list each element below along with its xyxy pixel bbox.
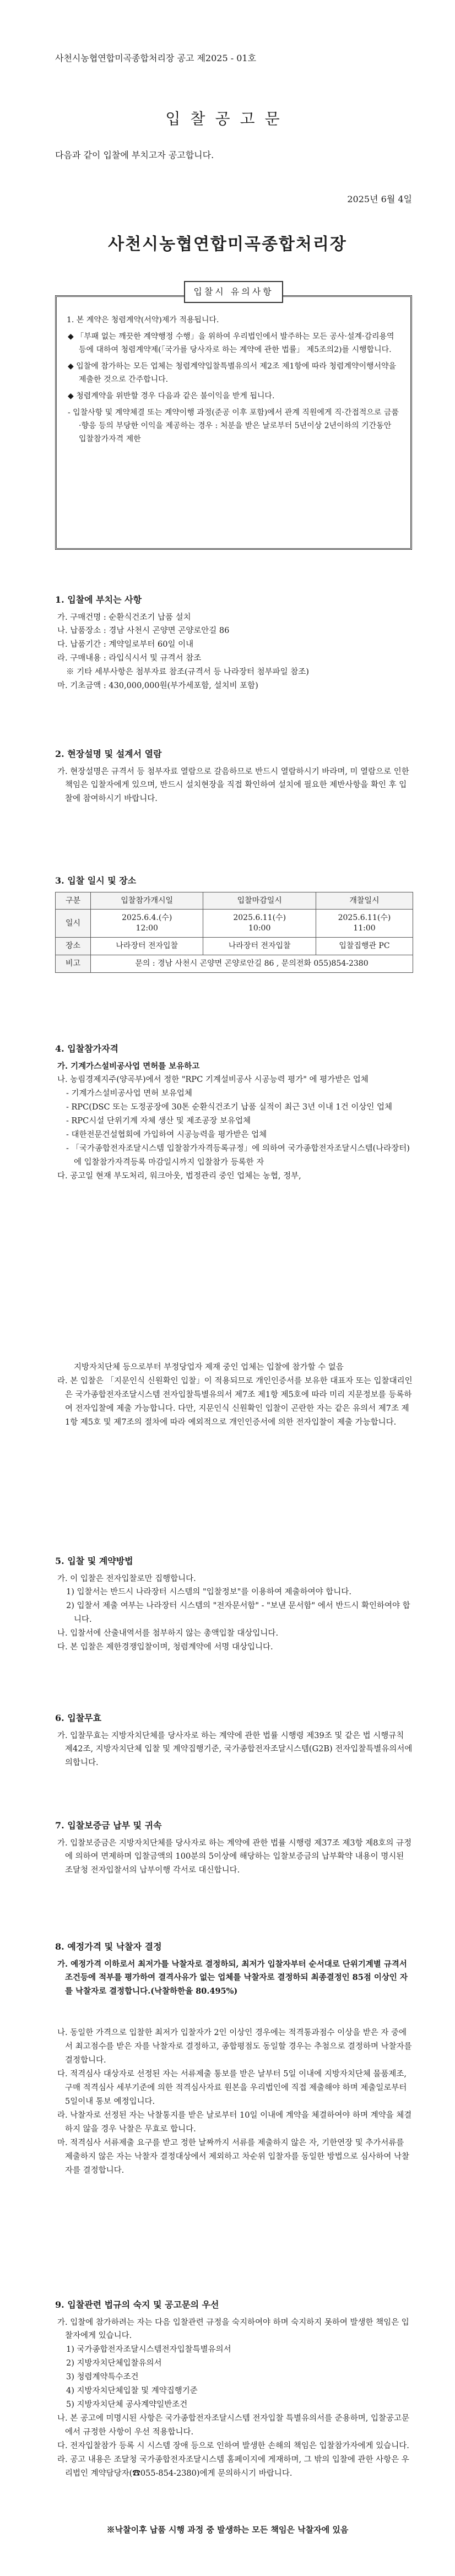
section-heading: 7. 입찰보증금 납부 및 귀속 <box>55 1820 162 1831</box>
table-row-label: 비고 <box>56 955 91 973</box>
issuer-name: 사천시농협연합미곡종합처리장 <box>108 235 347 254</box>
section-line: 5) 지방자치단체 공사계약일반조건 <box>66 2400 188 2410</box>
schedule-table <box>55 892 413 973</box>
section-3 <box>55 873 413 973</box>
section-line: 라. 공고 내용은 조달청 국가종합전자조달시스템 홈페이지에 게재하며, 그 밖의 입찰에 관한 사항은 우리법인 계약담당자(☎055-854-2380)에게 문의하시기 바랍니다. <box>57 2455 409 2478</box>
section-heading: 6. 입찰무효 <box>55 1713 102 1723</box>
table-cell: 2025.6.4.(수) 12:00 <box>91 910 203 938</box>
table-cell: 나라장터 전자입찰 <box>91 938 203 955</box>
section-8 <box>55 1939 413 2178</box>
table-row <box>56 955 413 973</box>
section-line: 가. 입찰에 참가하려는 자는 다음 입찰관련 규정을 숙지하여야 하며 숙지하지 못하여 발생한 책임은 입찰자에게 있습니다. <box>57 2318 409 2341</box>
table-cell: 입찰집행관 PC <box>316 938 413 955</box>
table-row-label: 일시 <box>56 910 91 938</box>
announcement-date: 2025년 6월 4일 <box>347 194 412 204</box>
table-cell: 나라장터 전자입찰 <box>203 938 316 955</box>
section-line: ※ 기타 세부사항은 첨부자료 참조(규격서 등 나라장터 첨부파일 참조) <box>66 668 309 677</box>
section-line: - 기계가스설비공사업 면허 보유업체 <box>66 1089 192 1098</box>
section-line: 나. 동일한 가격으로 입찰한 최저가 입찰자가 2인 이상인 경우에는 적격통과점수 이상을 받은 자 중에서 최고점수를 받은 자를 낙찰자로 결정하고, 종합평점도 동일할 경우는 추첨으로 결정하며 낙찰자를 결정합니다. <box>57 2028 412 2065</box>
section-line: 가. 입찰무효는 지방자치단체를 당사자로 하는 계약에 관한 법률 시행령 제39조 및 같은 법 시행규칙 제42조, 지방자치단체 입찰 및 계약집행기준, 국가종합전자조달시스템(G2B) 전자입찰특별유의서에 의합니다. <box>57 1731 413 1768</box>
notice-item: ◆ 청렴계약을 위반할 경우 다음과 같은 불이익을 받게 됩니다. <box>68 391 275 401</box>
notice-title: 입찰시 유의사항 <box>184 281 283 303</box>
section-2 <box>55 746 413 806</box>
table-header: 입찰마감일시 <box>203 892 316 910</box>
section-line: 다. 공고일 현재 부도처리, 워크아웃, 법정관리 중인 업체는 농협, 정부, <box>57 1172 301 1181</box>
section-heading: 2. 현장설명 및 설계서 열람 <box>55 749 162 759</box>
table-row <box>56 938 413 955</box>
section-4 <box>55 1041 413 1183</box>
section-line: 가. 현장설명은 규격서 등 첨부자료 열람으로 갈음하므로 반드시 열람하시기 바라며, 미 열람으로 인한 책임은 입찰자에게 있으며, 반드시 설치현장을 직접 확인하여 설치에 필요한 제반사항을 확인 후 입찰에 참여하시기 바랍니다. <box>57 767 409 804</box>
section-line: 다. 납품기간 : 계약일로부터 60일 이내 <box>57 640 194 650</box>
table-row <box>56 910 413 938</box>
section-9 <box>55 2297 413 2481</box>
section-line: 가. 이 입찰은 전자입찰로만 집행합니다. <box>57 1574 196 1583</box>
section-line: 다. 본 입찰은 제한경쟁입찰이며, 청렴계약에 서명 대상입니다. <box>57 1643 273 1652</box>
notice-item: ◆ 입찰에 참가하는 모든 업체는 청렴계약입찰특별유의서 제2조 제1항에 따라 청렴계약이행서약을 제출한 것으로 간주합니다. <box>68 361 397 384</box>
section-line: 마. 기초금액 : 430,000,000원(부가세포함, 설치비 포함) <box>57 681 258 691</box>
section-line: 3) 청렴계약특수조건 <box>66 2373 139 2382</box>
section-heading: 5. 입찰 및 계약방법 <box>55 1556 133 1566</box>
table-header: 입찰참가개시일 <box>91 892 203 910</box>
section-5 <box>55 1554 413 1654</box>
section-line: - RPC(DSC 또는 도정공장에 30톤 순환식건조기 납품 실적이 최근 3년 이내 1건 이상인 업체 <box>66 1103 393 1112</box>
section-heading: 9. 입찰관련 법규의 숙지 및 공고문의 우선 <box>55 2299 219 2310</box>
table-cell: 2025.6.11(수) 10:00 <box>203 910 316 938</box>
section-line: 2) 입찰서 제출 여부는 나라장터 시스템의 "전자문서함" - "보낸 문서함" 에서 반드시 확인하여야 합니다. <box>66 1601 410 1625</box>
intro-text: 다음과 같이 입찰에 부치고자 공고합니다. <box>55 150 214 160</box>
section-line: 가. 예정가격 이하로서 최저가를 낙찰자로 결정하되, 최저가 입찰자부터 순서대로 단위기계별 규격서 조건등에 적부를 평가하여 결격사유가 없는 업체를 낙찰자로 결정하되 최종결정인 85점 이상인 자를 낙찰자로 결정합니다.(낙찰하한율 80.495%) <box>57 1959 408 1996</box>
table-header-row <box>56 892 413 910</box>
section-line: 라. 구매내용 : 라입식시서 및 규격서 참조 <box>57 654 202 663</box>
section-line: 4) 지방자치단체입찰 및 계약집행기준 <box>66 2386 198 2396</box>
section-line: 라. 본 입찰은 「지문인식 신원확인 입찰」이 적용되므로 개인인증서를 보유한 대표자 또는 입찰대리인은 국가종합전자조달시스템 전자입찰특별유의서 제7조 제1항 제5호에 따라 미리 지문정보를 등록하여 전자입찰에 제출 가능합니다. 다만, 지문인식 신원확인 입찰이 곤란한 자는 같은 유의서 제7조 제1항 제5호 및 제7조의 절차에 따라 예외적으로 개인인증서에 의한 전자입찰이 제출 가능합니다. <box>57 1376 413 1427</box>
section-heading: 1. 입찰에 부치는 사항 <box>55 594 142 605</box>
table-header: 개찰일시 <box>316 892 413 910</box>
section-1 <box>55 592 413 693</box>
section-heading: 8. 예정가격 및 낙찰자 결정 <box>55 1941 162 1952</box>
section-line: 다. 적격심사 대상자로 선정된 자는 서류제출 통보를 받은 날부터 5일 이내에 지방자치단체 물품제조, 구매 적격심사 세부기준에 의한 적격심사자료 원본을 우리법인에 직접 제출해야 하며 제출일로부터 5일이내 통보 예정입니다. <box>57 2070 407 2107</box>
section-line: - 「국가종합전자조달시스템 입찰참가자격등록규정」에 의하여 국가종합전자조달시스템(나라장터)에 입찰참가자격등록 마감일시까지 입찰참가 등록한 자 <box>66 1144 410 1167</box>
section-6 <box>55 1711 413 1770</box>
section-line: 가. 입찰보증금은 지방자치단체를 당사자로 하는 계약에 관한 법률 시행령 제37조 제3항 제8호의 규정에 의하여 면제하며 입찰금액의 100분의 5이상에 해당하는 입찰보증금의 납부확약 내용이 명시된 조달청 전자입찰서의 납부이행 각서로 대신합니다. <box>57 1838 412 1875</box>
footer-note: ※낙찰이후 납품 시행 과정 중 발생하는 모든 책임은 낙찰자에 있음 <box>106 2525 349 2535</box>
section-line: - 대한전문건설협회에 가입하여 시공능력을 평가받은 업체 <box>66 1130 267 1140</box>
section-line: 나. 본 공고에 미명시된 사항은 국가종합전자조달시스템 전자입찰 특별유의서를 준용하며, 입찰공고문에서 규정한 사항이 우선 적용합니다. <box>57 2414 409 2437</box>
table-cell: 문의 : 경남 사천시 곤양면 곤양로안길 86 , 문의전화 055)854-2380 <box>91 955 413 973</box>
section-line: 마. 적격심사 서류제출 요구를 받고 정한 날짜까지 서류를 제출하지 않은 자, 기한연장 및 추가서류를 제출하지 않은 자는 낙찰자 결정대상에서 제외하고 차순위 입찰자를 동일한 방법으로 심사하여 낙찰자를 결정합니다. <box>57 2138 409 2175</box>
section-line: 지방자치단체 등으로부터 부정당업자 제재 중인 업체는 입찰에 참가할 수 없음 <box>74 1363 344 1372</box>
document-number: 사천시농협연합미곡종합처리장 공고 제2025 - 01호 <box>55 53 257 63</box>
section-line: 나. 납품장소 : 경남 사천시 곤양면 곤양로안길 86 <box>57 626 230 636</box>
section-line: 1) 국가종합전자조달시스템전자입찰특별유의서 <box>66 2345 231 2355</box>
notice-section <box>55 281 412 550</box>
notice-item: ◆ 「부패 없는 깨끗한 계약행정 수행」을 위하여 우리법인에서 발주하는 모든 공사·설계·감리용역 등에 대하여 청렴계약제(「국가를 당사자로 하는 계약에 관한 법률」 제5조의2)를 시행합니다. <box>68 332 394 354</box>
section-heading: 3. 입찰 일시 및 장소 <box>55 875 137 886</box>
notice-item: - 입찰사항 및 계약체결 또는 계약이행 과정(준공 이후 포함)에서 관계 직원에게 직·간접적으로 금품·향응 등의 부당한 이익을 제공하는 경우 : 처분을 받은 날로부터 5년이상 2년이하의 기간동안 입찰참가자격 제한 <box>68 408 399 444</box>
section-line: 나. 입찰서에 산출내역서를 첨부하지 않는 총액입찰 대상입니다. <box>57 1629 279 1638</box>
section-line: 2) 지방자치단체입찰유의서 <box>66 2359 162 2368</box>
notice-box <box>55 295 412 550</box>
section-line: 라. 낙찰자로 선정된 자는 낙찰통지를 받은 날로부터 10일 이내에 계약을 체결하여야 하며 계약을 체결하지 않을 경우 낙찰은 무효로 합니다. <box>57 2110 412 2134</box>
section-heading: 4. 입찰참가자격 <box>55 1043 119 1054</box>
section-line: - RPC시설 단위기계 자체 생산 및 제조공장 보유업체 <box>66 1117 251 1126</box>
page-title: 입찰공고문 <box>165 110 290 128</box>
notice-item: 1. 본 계약은 청렴계약(서약)제가 적용됩니다. <box>67 315 219 324</box>
section-7 <box>55 1818 413 1877</box>
table-header: 구분 <box>56 892 91 910</box>
table-row-label: 장소 <box>56 938 91 955</box>
section-line: 다. 전자입찰참가 등록 시 시스템 장애 등으로 인하여 발생한 손해의 책임은 입찰참가자에게 있습니다. <box>57 2441 409 2450</box>
table-cell: 2025.6.11(수) 11:00 <box>316 910 413 938</box>
section-4-continued <box>55 1361 413 1430</box>
section-line: 가. 구매건명 : 순환식건조기 납품 설치 <box>57 613 191 622</box>
section-line: 가. 기계가스설비공사업 면허를 보유하고 <box>57 1061 200 1071</box>
section-line: 1) 입찰서는 반드시 나라장터 시스템의 "입찰정보"를 이용하여 제출하여야 합니다. <box>66 1588 351 1597</box>
section-line: 나. 농림경제지주(양곡부)에서 정한 "RPC 기계설비공사 시공능력 평가" 에 평가받은 업체 <box>57 1075 369 1085</box>
